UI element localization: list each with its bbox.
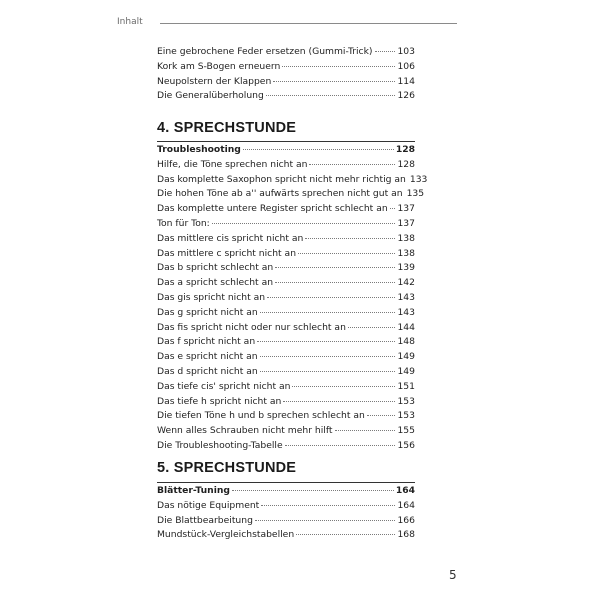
- toc-entry[interactable]: [157, 248, 415, 263]
- section-rule: [157, 482, 415, 483]
- toc-entry[interactable]: [157, 277, 415, 292]
- entry-title: Die tiefen Töne h und b sprechen schlecht an: [157, 410, 365, 422]
- entry-title: Ton für Ton:: [157, 217, 210, 229]
- toc-section-entry[interactable]: [157, 485, 415, 500]
- entry-title: Das mittlere cis spricht nicht an: [157, 232, 304, 244]
- toc-entry[interactable]: [157, 233, 415, 248]
- entry-title: Das g spricht nicht an: [157, 306, 258, 318]
- entry-title: Die Blattbearbeitung: [157, 514, 253, 526]
- toc-entry[interactable]: [157, 396, 415, 411]
- leader-dots: [285, 445, 396, 446]
- leader-dots: [275, 282, 395, 283]
- leader-dots: [267, 297, 395, 298]
- chapter-heading-4: 4. SPRECHSTUNDE: [157, 120, 297, 136]
- toc-entry[interactable]: [157, 292, 415, 307]
- entry-title: Das e spricht nicht an: [157, 351, 258, 363]
- leader-dots: [260, 312, 396, 313]
- entry-page: 143: [397, 291, 415, 303]
- leader-dots: [298, 253, 395, 254]
- entry-title: Eine gebrochene Feder ersetzen (Gummi-Trick): [157, 46, 373, 57]
- toc-entry[interactable]: [157, 61, 415, 76]
- leader-dots: [305, 238, 395, 239]
- entry-title: Kork am S-Bogen erneuern: [157, 60, 281, 72]
- toc-entry[interactable]: [157, 159, 415, 174]
- entry-title: Das gis spricht nicht an: [157, 291, 266, 303]
- page-number: 5: [449, 568, 457, 582]
- running-head: Inhalt: [117, 17, 143, 27]
- leader-dots: [309, 164, 395, 165]
- leader-dots: [296, 534, 395, 535]
- leader-dots: [390, 208, 396, 209]
- entry-page: 149: [397, 365, 415, 377]
- leader-dots: [261, 505, 395, 506]
- leader-dots: [275, 267, 395, 268]
- entry-page: 151: [397, 380, 415, 392]
- leader-dots: [375, 51, 396, 52]
- entry-page: 103: [397, 46, 415, 57]
- leader-dots: [257, 341, 395, 342]
- leader-dots: [212, 223, 396, 224]
- entry-title: Das fis spricht nicht oder nur schlecht an: [157, 321, 346, 333]
- entry-title: Die hohen Töne ab a'' aufwärts sprechen nicht gut an: [157, 188, 403, 200]
- entry-page: 135: [406, 188, 425, 200]
- entry-page: 153: [397, 395, 415, 407]
- entry-title: Das f spricht nicht an: [157, 336, 256, 348]
- entry-page: 144: [397, 321, 415, 333]
- section-page: 128: [395, 144, 415, 155]
- toc-chapter-5: [157, 485, 415, 544]
- leader-dots: [335, 430, 396, 431]
- leader-dots: [260, 371, 396, 372]
- entry-page: 114: [397, 75, 415, 87]
- entry-title: Neupolstern der Klappen: [157, 75, 272, 87]
- entry-page: 153: [397, 410, 415, 422]
- leader-dots: [260, 356, 396, 357]
- entry-title: Das komplette untere Register spricht schlecht an: [157, 203, 388, 215]
- toc-group-0: [157, 46, 415, 105]
- toc-entry[interactable]: [157, 529, 415, 544]
- entry-page: 106: [397, 60, 415, 72]
- toc-entry[interactable]: [157, 351, 415, 366]
- entry-page: 149: [397, 351, 415, 363]
- chapter-heading-5: 5. SPRECHSTUNDE: [157, 460, 297, 476]
- entry-title: Das d spricht nicht an: [157, 365, 258, 377]
- entry-title: Die Generalüberholung: [157, 90, 264, 102]
- leader-dots: [283, 401, 395, 402]
- leader-dots: [255, 520, 396, 521]
- leader-dots: [232, 490, 394, 491]
- entry-title: Mundstück-Vergleichstabellen: [157, 529, 295, 541]
- section-rule: [157, 141, 415, 142]
- toc-entry[interactable]: [157, 515, 415, 530]
- leader-dots: [273, 81, 395, 82]
- toc-entry[interactable]: [157, 218, 415, 233]
- toc-entry[interactable]: [157, 262, 415, 277]
- entry-title: Die Troubleshooting-Tabelle: [157, 439, 283, 451]
- leader-dots: [266, 95, 396, 96]
- entry-title: Wenn alles Schrauben nicht mehr hilft: [157, 425, 333, 437]
- toc-entry[interactable]: [157, 46, 415, 61]
- toc-chapter-4: [157, 144, 428, 455]
- leader-dots: [367, 415, 396, 416]
- entry-page: 138: [397, 247, 415, 259]
- entry-title: Das komplette Saxophon spricht nicht mehr richtig an: [157, 173, 406, 185]
- toc-entry[interactable]: [157, 381, 415, 396]
- toc-entry[interactable]: [157, 307, 415, 322]
- toc-entry[interactable]: [157, 90, 415, 105]
- entry-title: Das b spricht schlecht an: [157, 262, 274, 274]
- leader-dots: [292, 386, 395, 387]
- leader-dots: [282, 66, 395, 67]
- toc-entry[interactable]: [157, 440, 415, 455]
- entry-page: 166: [397, 514, 415, 526]
- section-page: 164: [395, 485, 415, 496]
- entry-page: 142: [397, 277, 415, 289]
- toc-entry[interactable]: [157, 188, 425, 203]
- entry-page: 155: [397, 425, 415, 437]
- section-title: Troubleshooting: [157, 144, 241, 155]
- entry-page: 148: [397, 336, 415, 348]
- toc-entry[interactable]: [157, 173, 428, 189]
- entry-title: Das nötige Equipment: [157, 499, 260, 511]
- toc-entry[interactable]: [157, 336, 415, 351]
- entry-title: Das tiefe h spricht nicht an: [157, 395, 282, 407]
- entry-page: 139: [397, 262, 415, 274]
- entry-page: 164: [397, 499, 415, 511]
- toc-entry[interactable]: [157, 203, 415, 218]
- entry-page: 156: [397, 439, 415, 451]
- leader-dots: [348, 327, 396, 328]
- entry-page: 168: [397, 529, 415, 541]
- entry-page: 137: [397, 203, 415, 215]
- entry-title: Das a spricht schlecht an: [157, 277, 274, 289]
- entry-title: Hilfe, die Töne sprechen nicht an: [157, 158, 308, 170]
- entry-title: Das mittlere c spricht nicht an: [157, 247, 297, 259]
- entry-title: Das tiefe cis' spricht nicht an: [157, 380, 291, 392]
- entry-page: 133: [409, 173, 428, 185]
- toc-entry[interactable]: [157, 410, 415, 425]
- entry-page: 138: [397, 232, 415, 244]
- entry-page: 143: [397, 306, 415, 318]
- section-title: Blätter-Tuning: [157, 485, 230, 496]
- entry-page: 137: [397, 217, 415, 229]
- entry-page: 126: [397, 90, 415, 102]
- toc-entry[interactable]: [157, 366, 415, 381]
- toc-entry[interactable]: [157, 322, 415, 337]
- toc-entry[interactable]: [157, 76, 415, 91]
- leader-dots: [243, 149, 394, 150]
- toc-entry[interactable]: [157, 500, 415, 515]
- toc-entry[interactable]: [157, 425, 415, 440]
- header-rule: [160, 23, 457, 24]
- toc-section-entry[interactable]: [157, 144, 415, 159]
- entry-page: 128: [397, 158, 415, 170]
